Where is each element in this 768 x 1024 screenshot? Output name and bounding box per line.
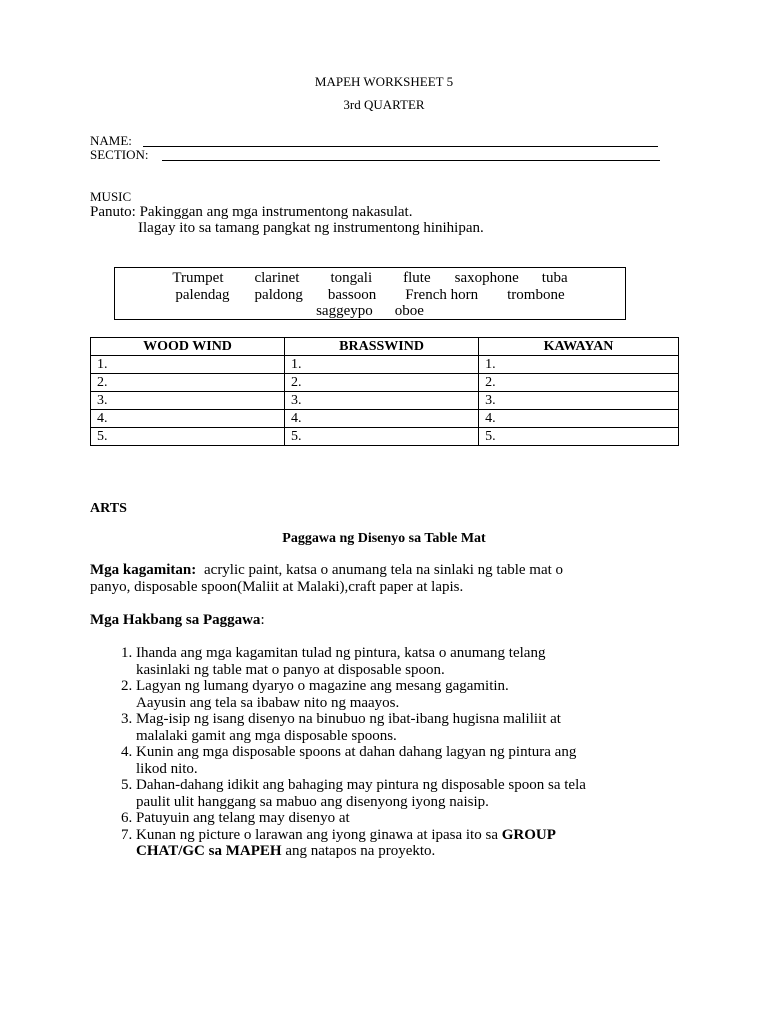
instrument-word: Trumpet [172,270,224,286]
name-field[interactable] [143,146,658,147]
table-cell[interactable]: 5. [285,428,479,446]
list-item [136,678,696,711]
table-cell[interactable]: 2. [479,374,679,392]
step-line: ang natapos na proyekto. [281,843,436,859]
step-line: Lagyan ng lumang dyaryo o magazine ang mesang gagamitin. [136,678,509,694]
step-line: Kunin ang mga disposable spoons at dahan dahang lagyan ng pintura ang [136,744,577,760]
table-row [91,410,679,428]
list-item [136,711,696,744]
header-brasswind: BRASSWIND [285,338,479,356]
quarter-label: 3rd QUARTER [343,97,425,112]
table-row [91,392,679,410]
materials-text-2: panyo, disposable spoon(Maliit at Malaki),craft paper at lapis. [90,579,464,595]
table-cell[interactable]: 1. [91,356,285,374]
music-instruction-2: Ilagay ito sa tamang pangkat ng instrumentong hinihipan. [138,220,484,236]
instrument-word: French horn [405,287,479,303]
table-row [91,428,679,446]
instrument-word: saggeypo [316,303,373,319]
table-cell[interactable]: 3. [479,392,679,410]
steps-label: Mga Hakbang sa Paggawa [90,612,261,628]
step-line: Aayusin ang tela sa ibabaw nito ng maayos. [136,694,400,711]
table-cell[interactable]: 5. [479,428,679,446]
steps-heading [90,612,265,629]
table-cell[interactable]: 2. [285,374,479,392]
table-cell[interactable]: 1. [479,356,679,374]
step-line: Mag-isip ng isang disenyo na binubuo ng ibat-ibang hugisna maliliit at [136,711,561,727]
table-cell[interactable]: 2. [91,374,285,392]
steps-colon: : [260,612,265,628]
music-instruction-1: Panuto: Pakinggan ang mga instrumentong nakasulat. [90,204,413,220]
list-item [136,744,696,777]
instrument-word: oboe [394,303,424,319]
name-label: NAME: [90,133,132,148]
table-header-row [91,338,679,356]
step-line: likod nito. [136,760,198,777]
instrument-word: trombone [507,287,565,303]
step-line: Ihanda ang mga kagamitan tulad ng pintura, katsa o anumang telang [136,645,546,661]
instrument-word: flute [403,270,431,286]
instrument-word: paldong [254,287,303,303]
step-line: kasinlaki ng table mat o panyo at disposable spoon. [136,661,445,678]
materials-text-1: acrylic paint, katsa o anumang tela na sinlaki ng table mat o [204,562,564,578]
table-cell[interactable]: 5. [91,428,285,446]
arts-title: Paggawa ng Disenyo sa Table Mat [282,531,486,546]
step-line: Kunan ng picture o larawan ang iyong ginawa at ipasa ito sa [136,826,498,843]
instrument-row-3 [115,303,625,320]
step-line: paulit ulit hanggang sa mabuo ang disenyong iyong naisip. [136,793,489,810]
arts-heading: ARTS [90,501,127,516]
instrument-sort-table [90,337,679,446]
section-field[interactable] [162,160,660,161]
instrument-word: palendag [175,287,230,303]
table-cell[interactable]: 4. [285,410,479,428]
instrument-word: bassoon [327,287,377,303]
table-cell[interactable]: 1. [285,356,479,374]
table-row [91,356,679,374]
instrument-word-box [114,267,626,320]
steps-list [110,645,696,860]
step-line: Patuyuin ang telang may disenyo at [136,810,350,826]
instrument-row-2 [115,287,625,304]
table-cell[interactable]: 4. [479,410,679,428]
section-label: SECTION: [90,147,149,162]
materials-label: Mga kagamitan: [90,562,197,578]
list-item [136,810,696,827]
table-cell[interactable]: 3. [91,392,285,410]
step-line: malalaki gamit ang mga disposable spoons. [136,727,397,744]
step-bold-text: CHAT/GC sa MAPEH [136,843,282,859]
table-cell[interactable]: 3. [285,392,479,410]
worksheet-title: MAPEH WORKSHEET 5 [314,74,454,89]
list-item [136,827,696,860]
instrument-word: tongali [330,270,373,286]
instrument-row-1 [115,270,625,287]
materials-paragraph [90,562,690,596]
table-cell[interactable]: 4. [91,410,285,428]
list-item [136,777,696,810]
instrument-word: tuba [541,270,568,286]
instrument-word: saxophone [454,270,519,286]
header-kawayan: KAWAYAN [479,338,679,356]
step-bold-text: GROUP [501,826,556,843]
table-row [91,374,679,392]
music-heading: MUSIC [90,189,132,204]
instrument-word: clarinet [254,270,300,286]
header-wood-wind: WOOD WIND [91,338,285,356]
step-line: Dahan-dahang idikit ang bahaging may pintura ng disposable spoon sa tela [136,777,586,793]
list-item [136,645,696,678]
